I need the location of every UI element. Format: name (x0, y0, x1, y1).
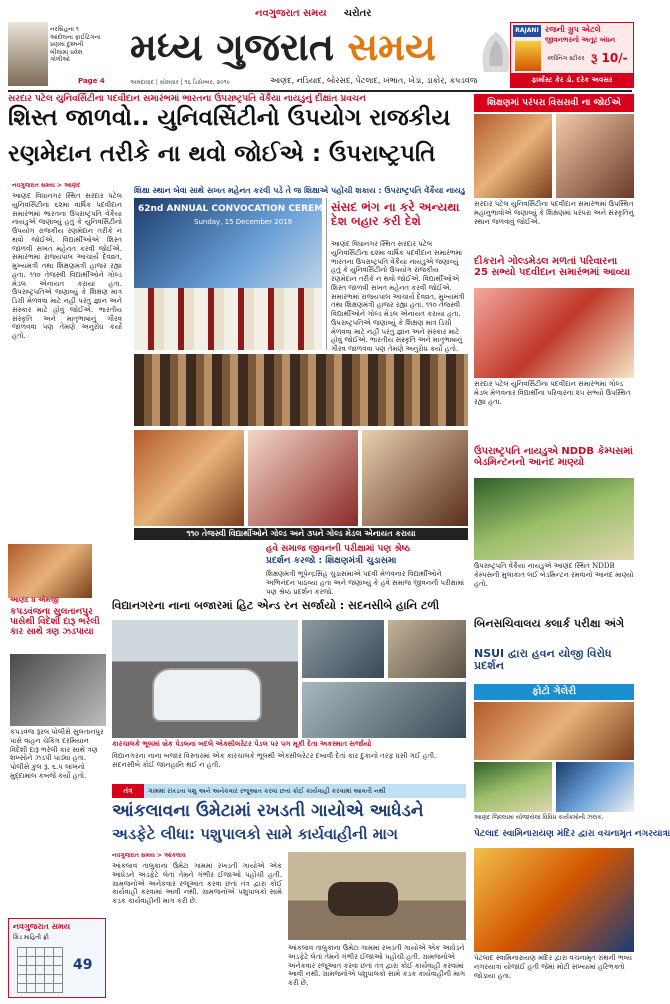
petlad-head[interactable]: પેટલાદ સ્વામિનારાયણ મંદિર દ્વારા વચનામૃત નગરયાત્રા (474, 829, 670, 839)
lead-byline: નવગુજરાત સમય > આણંદ (12, 182, 81, 189)
petlad-body: પેટલાદ સ્વામિનારાયણ મંદિર દ્વારા વચનામૃત ગ્રંથની ભવ્ય નગરયાત્રા યોજાઈ હતી જેમાં મોટી સંખ્યામાં હરિભક્તો જોડાયા હતા. (474, 954, 633, 980)
convocation-date: Sunday, 15 December 2019 (194, 218, 293, 226)
ad-product (515, 41, 541, 71)
masthead-rule (8, 90, 632, 92)
medal-photo-2 (248, 430, 358, 526)
sudoku-grid (17, 947, 63, 993)
kapadvanj-head[interactable]: કપડવંજના સુલતાનપુર પાસેથી વિદેશી દારૂ ભરેલી કાર સાથે ત્રણ ઝડપાયા (10, 607, 100, 637)
gallery-body: આણંદ જિલ્લામાં યોજાયેલા વિવિધ કાર્યક્રમોની ઝલક. (474, 814, 604, 821)
side-box-head[interactable]: સંસદ ભંગ ના કરે અન્યથા દેશ બહાર કરી દેશે (331, 200, 460, 229)
students-photo (134, 354, 468, 426)
top-edition: ચરોતર (344, 8, 372, 19)
footer-brand: નવગુજરાત સમય (13, 922, 71, 931)
nddb-photo (474, 478, 634, 560)
lead-body: આણંદ વિધાનગર સ્થિત સરદાર પટેલ યુનિવર્સિટીના ૬૨મા વાર્ષિક પદવીદાન સમારંભમાં ભારતના ઉપરાષ્ટ્રપતિ વેંકૈયા નાયડુએ જણાવ્યું હતું કે યુનિવર્સિટીનો ઉપયોગ રાજકીય રણમેદાન તરીકે ન થવો જોઈએ. વિદ્યાર્થીઓએ શિસ્ત જાળવી સખત મહેનત કરવી જોઈએ. સમારંભમાં રાજ્યપાલ આચાર્ય દેવવ્રત, મુખ્યમંત્રી તથા શિક્ષણમંત્રી હાજર રહ્યા હતા. ૧૧૦ તેજસ્વી વિદ્યાર્થીઓને ગોલ્ડ મેડલ એનાયત કરાયા હતા. ઉપરાષ્ટ્રપતિએ જણાવ્યું કે શિક્ષણ માત્ર ડિગ્રી મેળવવા માટે નહીં પરંતુ જ્ઞાન અને સંસ્કાર માટે હોવું જોઈએ. ભારતીય સંસ્કૃતિ અને માતૃભાષાનું ગૌરવ જાળવવા પણ તેમણે અનુરોધ કર્યો હતો. (12, 192, 122, 340)
lead-photo-caption: ૧૧૦ તેજસ્વી વિદ્યાર્થીઓને ગોલ્ડ અને ૩૫ને ગોલ્ડ મેડલ એનાયત કરાયા (134, 528, 468, 540)
ad-line2: જીવનભરનો અતૂટ બંધન (545, 36, 616, 44)
right-top-body: સરદાર પટેલ યુનિવર્સિટીના પદવીદાન સમારંભમાં ઉપસ્થિત મહાનુભાવોએ જણાવ્યું કે શિક્ષણમાં પરંપરા અને સંસ્કૃતિનું સ્થાન જળવાવું જોઈએ. (474, 200, 634, 226)
ad-price: રૂ 10/- (591, 51, 628, 65)
side-box-body: આણંદ વિધાનગર સ્થિત સરદાર પટેલ યુનિવર્સિટીના ૬૨મા વાર્ષિક પદવીદાન સમારંભમાં ભારતના ઉપરાષ્ટ્રપતિ વેંકૈયા નાયડુએ જણાવ્યું હતું કે યુનિવર્સિટીનો ઉપયોગ રાજકીય રણમેદાન તરીકે ન થવો જોઈએ. વિદ્યાર્થીઓએ શિસ્ત જાળવી સખત મહેનત કરવી જોઈએ. સમારંભમાં રાજ્યપાલ આચાર્ય દેવવ્રત, મુખ્યમંત્રી તથા શિક્ષણમંત્રી હાજર રહ્યા હતા. ૧૧૦ તેજસ્વી વિદ્યાર્થીઓને ગોલ્ડ મેડલ એનાયત કરાયા હતા. ઉપરાષ્ટ્રપતિએ જણાવ્યું કે શિક્ષણ માત્ર ડિગ્રી મેળવવા માટે નહીં પરંતુ જ્ઞાન અને સંસ્કાર માટે હોવું જોઈએ. ભારતીય સંસ્કૃતિ અને માતૃભાષાનું ગૌરવ જાળવવા પણ તેમણે અનુરોધ કર્યો હતો. (331, 240, 465, 353)
masthead-title-part2: સમય (347, 25, 437, 69)
masthead-title (130, 24, 475, 74)
top-brand: નવગુજરાત સમય (255, 8, 327, 19)
convocation-banner: 62nd ANNUAL CONVOCATION CEREMONY (138, 204, 345, 214)
medal-photo-1 (134, 430, 244, 526)
gallery-photo-2 (474, 762, 552, 812)
gallery-photo-1 (474, 702, 634, 760)
lion-icon (478, 22, 514, 82)
binsachivalay-head[interactable]: બિનસચિવાલય ક્લાર્ક પરીક્ષા અંગે (474, 617, 625, 630)
samaj-head-1[interactable]: હવે સમાજ જીવનની પરીક્ષામાં પણ શ્રેષ્ઠ (266, 544, 410, 554)
samaj-photo (8, 544, 92, 598)
ad-footer: ફાર્માસ્ટ કેર ડો. દરેક અવસર (511, 73, 633, 87)
dignitaries-row (134, 288, 322, 350)
side-box (326, 198, 468, 353)
right-top-head[interactable]: શિક્ષણમાં પરંપરા વિસરાવી ના જોઈએ (474, 94, 634, 112)
vidhyanagar-head[interactable]: વિદ્યાનગરના નાના બજારમાં હિટ એન્ડ રન સર્જાયો : સદનસીબે હાનિ ટળી (112, 599, 440, 612)
car-accident-photo (112, 620, 298, 738)
gallery-photo-3 (556, 762, 634, 812)
medal-photo-3 (362, 430, 468, 526)
masthead-dateline: અમદાવાદ | સોમવાર | ૧૬ ડિસેમ્બર, ૨૦૧૯ (130, 79, 231, 86)
lead-kicker: સરદાર પટેલ યુનિવર્સિટીના પદવીદાન સમારંભમાં ભારતના ઉપરાષ્ટ્રપતિ વેંકૈયા નાયડુનું દીક્ષાંત પ્રવચન (8, 94, 366, 104)
masthead-towns: આણંદ, નડિયાદ, બોરસદ, પેટલાદ, ખંભાત, ખેડા, ડાકોર, કપડવંજ (270, 76, 478, 85)
photo-gallery-head[interactable]: ફોટો ગેલેરી (474, 684, 634, 700)
bottom-banner-text: ગામમાં રખડતા પશુ અને અનેકવાર રજૂઆત કરવા છતાં કોઈ કાર્યવાહી કરવામાં આવતી નથી (148, 787, 386, 795)
cows-photo (288, 852, 466, 940)
bottom-headline-1[interactable]: આંકલાવના ઉમેટામાં રખડતી ગાયોએ આધેડને (112, 801, 424, 821)
lead-headline-2[interactable]: રણમેદાન તરીકે ના થવો જોઈએ : ઉપરાષ્ટ્રપતિ (8, 141, 436, 167)
top-ad[interactable] (510, 22, 634, 88)
car-shape (152, 668, 262, 722)
vidhyanagar-photo-4 (302, 682, 466, 738)
ad-brand: RAJANI (513, 25, 541, 37)
vidhyanagar-photo-3 (388, 620, 466, 678)
left-teaser-photo (8, 22, 48, 86)
nddb-body: ઉપરાષ્ટ્રપતિ વેંકૈયા નાયડુએ આણંદ સ્થિત NDDB કેમ્પસની મુલાકાત લઈ બેડમિન્ટન રમવાનો આનંદ માણ્યો હતો. (474, 562, 634, 588)
left-teaser-text: નરસિંહના ૧ આંદોલના ફાઈટિંગના પ્રણમા દુશ્મની બીલામાં પ્રવેશ ગોળીઓ (50, 26, 101, 63)
footer-ad[interactable] (8, 918, 106, 998)
page-ref[interactable]: Page 4 (78, 77, 105, 85)
ad-offer-label: ક્લીનિંગ સ્ટીકર (547, 55, 585, 62)
nsui-head[interactable]: NSUI દ્વારા હવન યોજી વિરોધ પ્રદર્શન (474, 647, 612, 673)
footer-number: 49 (73, 957, 93, 973)
lead-subhead: શિક્ષા સ્થાન બેવા સાથે સખત મહેનત કરવી પડે તે જ શિક્ષાએ પહોંચી શકાય : ઉપરાષ્ટ્રપતિ વેંકૈયા નાયડુ (134, 186, 466, 195)
bottom-byline: નવગુજરાત સમય > આંકલાવ (112, 852, 186, 859)
right-top-photo-2 (556, 114, 634, 198)
bottom-body: આંકલાવ તાલુકાના ઉમેટા ગામમાં રખડતી ગાયોએ એક આધેડને અડફેટે લેતાં તેમને ગંભીર ઈજાઓ પહોંચી હતી. ગ્રામજનોએ અનેકવાર રજૂઆત કરવા છતાં તંત્ર દ્વારા કોઈ કાર્યવાહી કરવામાં આવી નથી. ગ્રામજનોએ પશુપાલકો સામે કડક કાર્યવાહીની માગ કરી છે. (112, 862, 282, 905)
right-mid-body: સરદાર પટેલ યુનિવર્સિટીના પદવીદાન સમારંભમાં ગોલ્ડ મેડલ મેળવનાર વિદ્યાર્થીના પરિવારના ૨૫ સભ્યો ઉપસ્થિત રહ્યા હતા. (474, 380, 631, 406)
kapadvanj-photo (10, 654, 106, 726)
lion-logo (478, 22, 514, 82)
masthead-title-part1: મધ્ય ગુજરાત (130, 25, 335, 69)
nddb-head[interactable]: ઉપરાષ્ટ્રપતિ નાયડુએ NDDB કેમ્પસમાં બેડમિન્ટનનો આનંદ માણ્યો (474, 446, 633, 468)
petlad-photo (474, 848, 634, 952)
ad-line1: રજની ગ્રુપ એટલે (545, 25, 601, 34)
vidhyanagar-body: વિદ્યાનગરના નાના બજાર વિસ્તારમાં એક કારચાલકે ભૂલથી એક્સીલરેટર દબાવી દેતાં કાર દુકાનો તરફ ધસી ગઈ હતી. સદનસીબે કોઈ જાનહાનિ થઈ ન હતી. (112, 752, 437, 769)
bottom-body-2: આંકલાવ તાલુકાના ઉમેટા ગામમાં રખડતી ગાયોએ એક આધેડને અડફેટે લેતાં તેમને ગંભીર ઈજાઓ પહોંચી હતી. ગ્રામજનોએ અનેકવાર રજૂઆત કરવા છતાં તંત્ર દ્વારા કોઈ કાર્યવાહી કરવામાં આવી નથી. ગ્રામજનોએ પશુપાલકો સામે કડક કાર્યવાહીની માગ કરી છે. (288, 944, 466, 987)
right-mid-head[interactable]: દીકરાને ગોલ્ડમેડલ મળતાં પરિવારના 25 સભ્યો પદવીદાન સમારંભમાં આવ્યા (474, 256, 631, 278)
lead-headline-1[interactable]: શિસ્ત જાળવો.. યુનિવર્સિટીનો ઉપયોગ રાજકીય (8, 105, 451, 131)
right-top-photo-1 (474, 114, 552, 198)
vidhyanagar-caption: કારચાલકે ભૂલમાં બ્રેક પેડલના બદલે એક્સીલરેટર પેડલ પર પગ મૂકી દેતા અકસ્માત સર્જાયો (112, 740, 372, 748)
bottom-banner (112, 784, 466, 798)
left-col-header: આણંદ ધ એમજી (10, 596, 59, 604)
samaj-head-2[interactable]: પ્રદર્શન કરજો : શિક્ષણમંત્રી ચુડાસમા (266, 556, 397, 566)
kapadvanj-body: કપડવંજ રૂરલ પોલીસે સુલતાનપુર પાસે વાહન ચેકિંગ દરમિયાન વિદેશી દારૂ ભરેલી કાર સાથે ત્રણ શખ્સોને ઝડપી પાડ્યા હતા. પોલીસે કુલ રૂ. ૬.૫ લાખનો મુદ્દામાલ કબજે કર્યો હતો. (10, 728, 104, 780)
family-photo (474, 288, 634, 378)
cow-shape (328, 882, 398, 916)
bottom-headline-2[interactable]: અડફેટે લીધા: પશુપાલકો સામે કાર્યવાહીની માગ (112, 825, 398, 843)
footer-tag: ગ્રિડ માહિતી ફ્રી (13, 934, 49, 941)
convocation-photo (134, 198, 345, 350)
bottom-banner-tag: તંત્ર (112, 784, 144, 798)
samaj-body: શિક્ષણમંત્રી ભૂપેન્દ્રસિંહ ચુડાસમાએ પદવી મેળવનાર વિદ્યાર્થીઓને અભિનંદન પાઠવ્યા હતા અને જણાવ્યું કે હવે સમાજ જીવનની પરીક્ષામાં પણ શ્રેષ્ઠ પ્રદર્શન કરજો. (266, 570, 465, 596)
vidhyanagar-photo-2 (302, 620, 384, 678)
